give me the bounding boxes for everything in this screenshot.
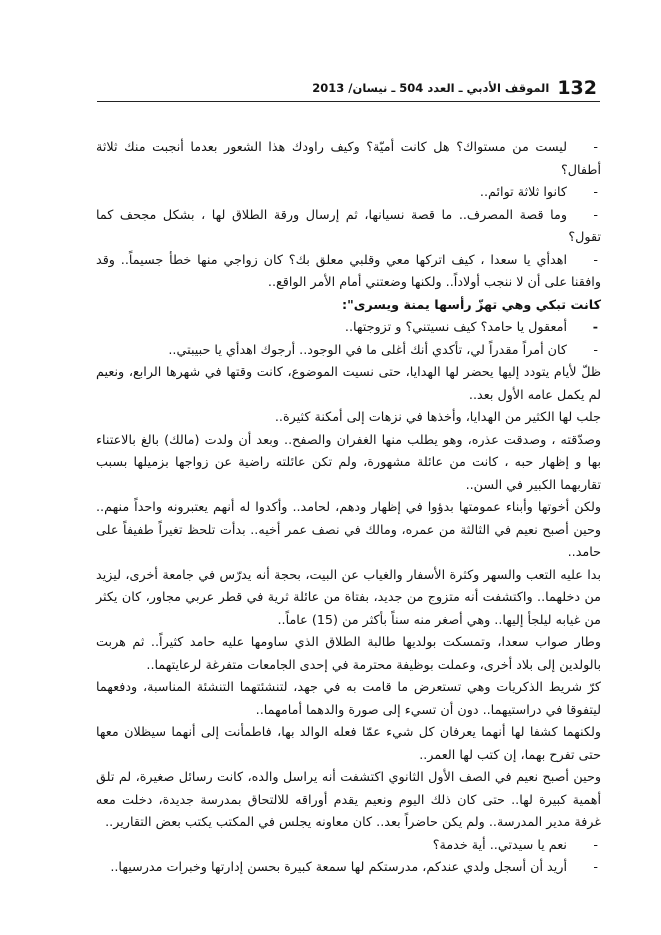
dialogue-text: وما قصة المصرف.. ما قصة نسيانها، ثم إرسال ورقة الطلاق لها ، بشكل مجحف كما تقول؟ — [96, 207, 601, 245]
dialogue-dash: - — [593, 342, 598, 358]
section-heading: كانت تبكي وهي تهزّ رأسها يمنة ويسرى": — [342, 297, 601, 313]
dialogue-line — [96, 340, 601, 363]
dialogue-dash: - — [592, 320, 598, 335]
header-rule — [97, 101, 600, 102]
dialogue-dash: - — [593, 860, 598, 875]
dialogue-line — [96, 317, 601, 340]
narrative-paragraph: وصدّقته ، وصدقت عذره، وهو يطلب منها الغفران والصفح.. وبعد أن ولدت (مالك) بالغ بالاعتناء بها و إظهار حبه ، كانت من عائلة مشهورة، ولم تكن عائلته راضية عن زواجها بزميلها بسبب تقاربهما الكبير في السن.. — [96, 432, 601, 493]
dialogue-dash: - — [593, 207, 598, 223]
dialogue-line — [96, 205, 601, 250]
page-number: 132 — [557, 77, 597, 99]
narrative-paragraph: بدا عليه التعب والسهر وكثرة الأسفار والغياب عن البيت، بحجة أنه يدرّس في جامعة أخرى، ليزيد من دخلهما.. واكتشفت أنه متزوج من جديد، بفتاة من عائلة ثرية في قطر عربي مجاور، كان يكثر من غيابه ليلجأ إليها.. وهي أصغر منه سناً بأكثر من (15) عاماً.. — [96, 567, 601, 628]
magazine-issue-title: الموقف الأدبي ـ العدد 504 ـ نيسان/ 2013 — [312, 81, 550, 95]
dialogue-dash: - — [593, 140, 598, 155]
dialogue-text: أمعقول يا حامد؟ كيف نسيتني؟ و تزوجتها.. — [344, 320, 567, 335]
narrative-paragraph: ولكن أخوتها وأبناء عمومتها بدؤوا في إظهار ودهم، لحامد.. وأكدوا له أنهم يعتبرونه واحداً منهم.. وحين أصبح نعيم في الثالثة من عمره، ومالك في نصف عمر أخيه.. بدأت تلحظ تغيراً طفيفاً على حامد.. — [96, 500, 601, 560]
narrative-paragraph: وحين أصبح نعيم في الصف الأول الثانوي اكتشفت أنه يراسل والده، كانت رسائل صغيرة، لم تلق أهمية كبيرة لها.. حتى كان ذلك اليوم ونعيم يقدم أوراقه للالتحاق بمدرسة جديدة، دخلت معه غرفة مدير المدرسة.. ولم يكن حاضراً بعد.. كان معاونه يجلس في المكتب يكتب بعض التقارير.. — [96, 770, 601, 830]
narrative-paragraph: ولكنهما كشفا لها أنهما يعرفان كل شيء عمّا فعله الوالد بها، فاطمأنت إلى أنهما سيظلان معها حتى تفرح بهما، إن كتب لها العمر.. — [96, 725, 601, 763]
dialogue-dash: - — [593, 252, 598, 268]
article-body — [96, 137, 601, 880]
dialogue-line — [96, 250, 601, 295]
dialogue-line — [96, 857, 601, 880]
dialogue-line — [96, 137, 601, 182]
dialogue-dash: - — [593, 185, 598, 200]
dialogue-text: ليست من مستواك؟ هل كانت أميّة؟ وكيف راودك هذا الشعور بعدما أنجبت منك ثلاثة أطفال؟ — [96, 140, 601, 178]
dialogue-text: أريد أن أسجل ولدي عندكم، مدرستكم لها سمعة كبيرة بحسن إدارتها وخبرات مدرسيها.. — [110, 860, 567, 875]
dialogue-text: نعم يا سيدتي.. أية خدمة؟ — [432, 837, 567, 853]
dialogue-line — [96, 835, 601, 858]
dialogue-text: كانوا ثلاثة توائم.. — [479, 185, 567, 200]
running-header — [97, 76, 597, 100]
dialogue-text: كان أمراً مقدراً لي، تأكدي أنك أغلى ما في الوجود.. أرجوك اهدأي يا حبيبتي.. — [168, 342, 567, 358]
narrative-paragraph: كرّ شريط الذكريات وهي تستعرض ما قامت به في جهد، لتنشئتهما التنشئة المناسبة، ودفعهما ليتفوقا في دراستيهما.. دون أن تسيء إلى صورة والدهما أمامهما.. — [96, 680, 601, 718]
dialogue-text: اهدأي يا سعدا ، كيف اتركها معي وقلبي معلق بك؟ كان زواجي منها خطأ جسيماً.. وقد وافقنا على أن لا ننجب أولاداً.. ولكنها وضعتني أمام الأمر الواقع.. — [96, 252, 601, 290]
dialogue-line — [96, 182, 601, 205]
narrative-paragraph: ظلّ لأيام يتودد إليها يحضر لها الهدايا، حتى نسيت الموضوع، كانت وقتها في شهرها الرابع، ونعيم لم يكمل عامه الأول بعد.. — [96, 365, 601, 403]
narrative-paragraph: وطار صواب سعدا، وتمسكت بولديها طالبة الطلاق الذي ساومها عليه حامد كثيراً.. ثم هربت بالولدين إلى بلاد أخرى، وعملت بوظيفة محترمة في إحدى الجامعات متفرغة لرعايتهما.. — [96, 635, 601, 673]
dialogue-dash: - — [593, 837, 598, 853]
narrative-paragraph: جلب لها الكثير من الهدايا، وأخذها في نزهات إلى أمكنة كثيرة.. — [274, 410, 601, 425]
